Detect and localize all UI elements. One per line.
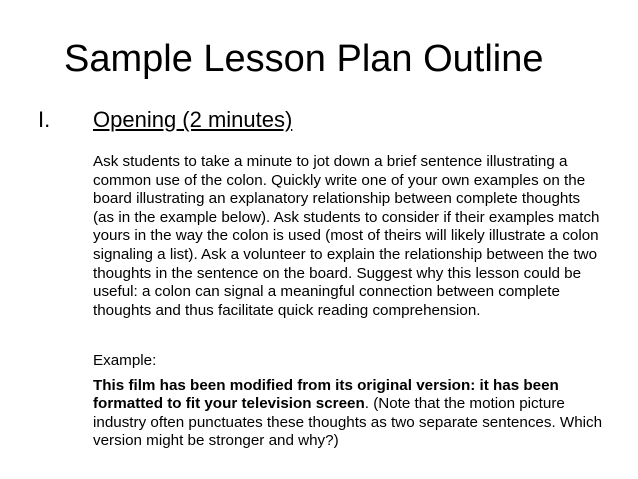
section-heading: Opening (2 minutes) [93,107,293,132]
example-block [93,352,603,451]
example-text [93,377,603,451]
example-sentence: This film has been modified from its original version: it has been formatted to fit your television screen [93,376,559,413]
section-numeral: I. [38,107,51,132]
example-note: . (Note that the motion picture industry often punctuates these thoughts as two separate sentences. Which version might be stronger and why?) [93,395,603,450]
section-body-paragraph: Ask students to take a minute to jot down a brief sentence illustrating a common use of the colon. Quickly write one of your own examples on the board illustrating an explanatory relationship between complete thoughts (as in the example below). Ask students to consider if their examples match yours in the way the colon is used (most of theirs will likely illustrate a colon signaling a list). Ask a volunteer to explain the relationship between the two thoughts in the sentence on the board. Suggest why this lesson could be useful: a colon can signal a meaningful connection between complete thoughts and thus facilitate quick reading comprehension. [93,153,600,319]
example-label: Example: [93,352,157,369]
slide-title: Sample Lesson Plan Outline [64,38,544,80]
